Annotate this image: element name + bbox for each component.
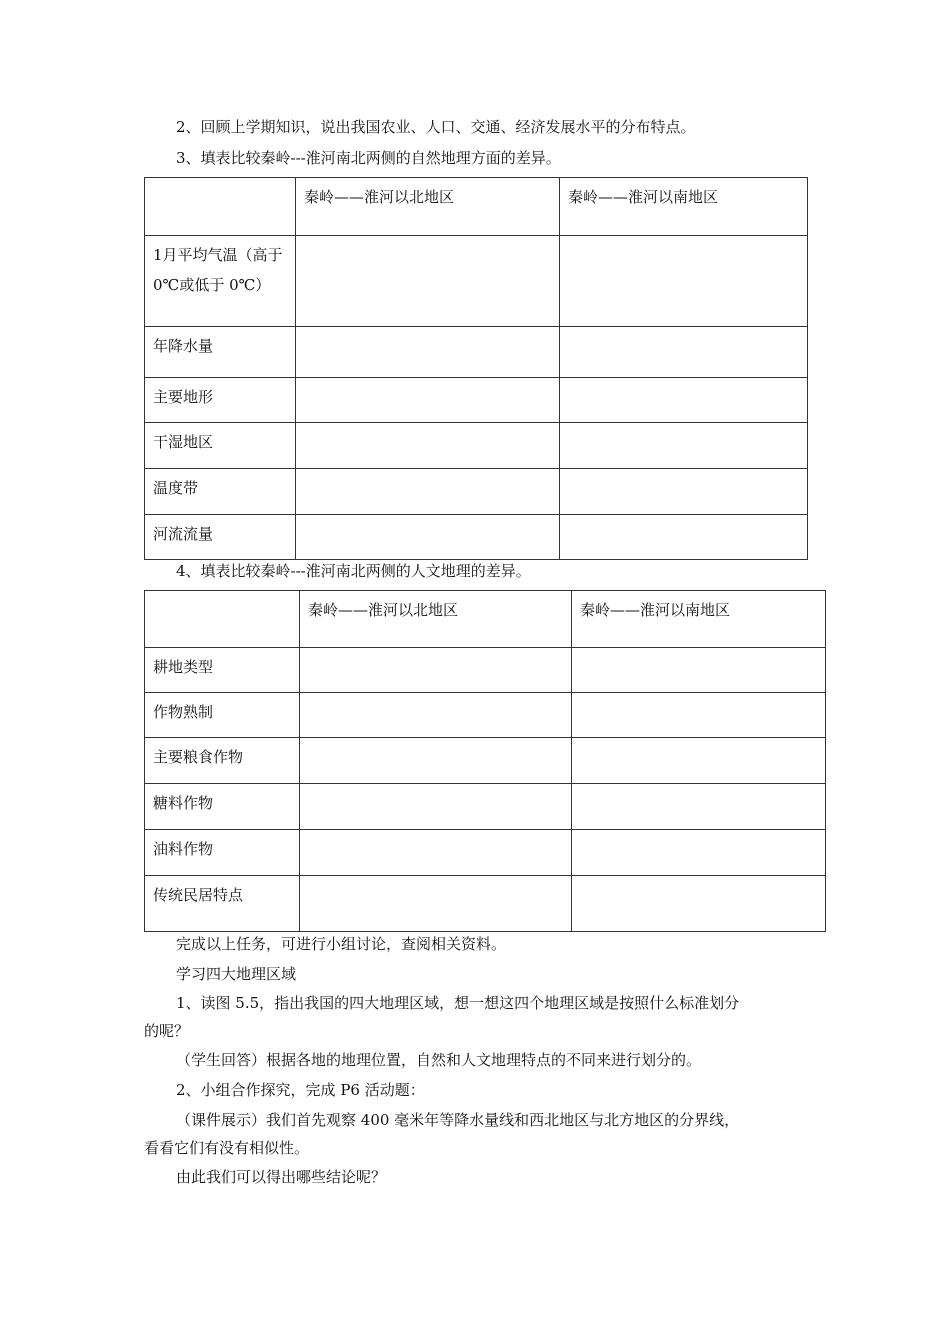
table-row xyxy=(145,738,826,784)
table-row xyxy=(145,423,808,469)
table-row xyxy=(145,515,808,560)
row-label-farmland: 耕地类型 xyxy=(145,648,300,693)
table-row xyxy=(145,236,808,327)
table-row xyxy=(145,876,826,932)
input-cell[interactable] xyxy=(560,327,808,378)
header-cell-south: 秦岭——淮河以南地区 xyxy=(560,178,808,236)
input-cell[interactable] xyxy=(572,830,826,876)
row-label-dry-wet: 干湿地区 xyxy=(145,423,296,469)
question-3: 3、填表比较秦岭---淮河南北两侧的自然地理方面的差异。 xyxy=(176,149,561,167)
input-cell[interactable] xyxy=(560,236,808,327)
natural-geography-table xyxy=(144,177,808,560)
header-cell-empty xyxy=(145,591,300,648)
input-cell[interactable] xyxy=(296,423,560,469)
table-row xyxy=(145,378,808,423)
input-cell[interactable] xyxy=(572,784,826,830)
paragraph-conclusion-question: 由此我们可以得出哪些结论呢？ xyxy=(176,1168,387,1186)
table-row xyxy=(145,784,826,830)
header-cell-north: 秦岭——淮河以北地区 xyxy=(296,178,560,236)
table-row xyxy=(145,830,826,876)
table-header-row xyxy=(145,178,808,236)
header-cell-empty xyxy=(145,178,296,236)
table-row xyxy=(145,327,808,378)
input-cell[interactable] xyxy=(560,423,808,469)
input-cell[interactable] xyxy=(572,876,826,932)
row-label-terrain: 主要地形 xyxy=(145,378,296,423)
header-cell-south: 秦岭——淮河以南地区 xyxy=(572,591,826,648)
section-heading: 学习四大地理区域 xyxy=(176,965,297,983)
input-cell[interactable] xyxy=(296,469,560,515)
row-label-river-flow: 河流流量 xyxy=(145,515,296,560)
row-label-grain: 主要粮食作物 xyxy=(145,738,300,784)
paragraph-student-answer: （学生回答）根据各地的地理位置，自然和人文地理特点的不同来进行划分的。 xyxy=(176,1051,702,1069)
human-geography-table xyxy=(144,590,826,932)
question-2: 2、回顾上学期知识，说出我国农业、人口、交通、经济发展水平的分布特点。 xyxy=(176,118,696,136)
paragraph-question-1: 1、读图 5.5，指出我国的四大地理区域，想一想这四个地理区域是按照什么标准划分 xyxy=(176,994,740,1012)
input-cell[interactable] xyxy=(560,469,808,515)
header-cell-north: 秦岭——淮河以北地区 xyxy=(300,591,572,648)
table-row xyxy=(145,693,826,738)
input-cell[interactable] xyxy=(300,693,572,738)
input-cell[interactable] xyxy=(296,327,560,378)
paragraph-question-1-cont: 的呢？ xyxy=(144,1022,190,1040)
input-cell[interactable] xyxy=(300,648,572,693)
paragraph-courseware: （课件展示）我们首先观察 400 毫米年等降水量线和西北地区与北方地区的分界线， xyxy=(176,1111,740,1129)
row-label-sugar: 糖料作物 xyxy=(145,784,300,830)
input-cell[interactable] xyxy=(296,378,560,423)
input-cell[interactable] xyxy=(300,830,572,876)
input-cell[interactable] xyxy=(300,876,572,932)
row-label-cropping: 作物熟制 xyxy=(145,693,300,738)
table-row xyxy=(145,648,826,693)
input-cell[interactable] xyxy=(572,648,826,693)
input-cell[interactable] xyxy=(560,378,808,423)
row-label-jan-temp: 1月平均气温（高于 0℃或低于 0℃） xyxy=(145,236,296,327)
row-label-precipitation: 年降水量 xyxy=(145,327,296,378)
input-cell[interactable] xyxy=(300,738,572,784)
table-header-row xyxy=(145,591,826,648)
input-cell[interactable] xyxy=(296,236,560,327)
input-cell[interactable] xyxy=(572,738,826,784)
input-cell[interactable] xyxy=(560,515,808,560)
question-4: 4、填表比较秦岭---淮河南北两侧的人文地理的差异。 xyxy=(176,562,531,580)
paragraph-courseware-cont: 看看它们有没有相似性。 xyxy=(144,1139,310,1157)
table-row xyxy=(145,469,808,515)
input-cell[interactable] xyxy=(300,784,572,830)
row-label-oil: 油料作物 xyxy=(145,830,300,876)
input-cell[interactable] xyxy=(296,515,560,560)
row-label-dwelling: 传统民居特点 xyxy=(145,876,300,932)
paragraph-question-2: 2、小组合作探究，完成 P6 活动题： xyxy=(176,1081,425,1099)
input-cell[interactable] xyxy=(572,693,826,738)
paragraph-task-note: 完成以上任务，可进行小组讨论，查阅相关资料。 xyxy=(176,935,507,953)
row-label-temp-zone: 温度带 xyxy=(145,469,296,515)
